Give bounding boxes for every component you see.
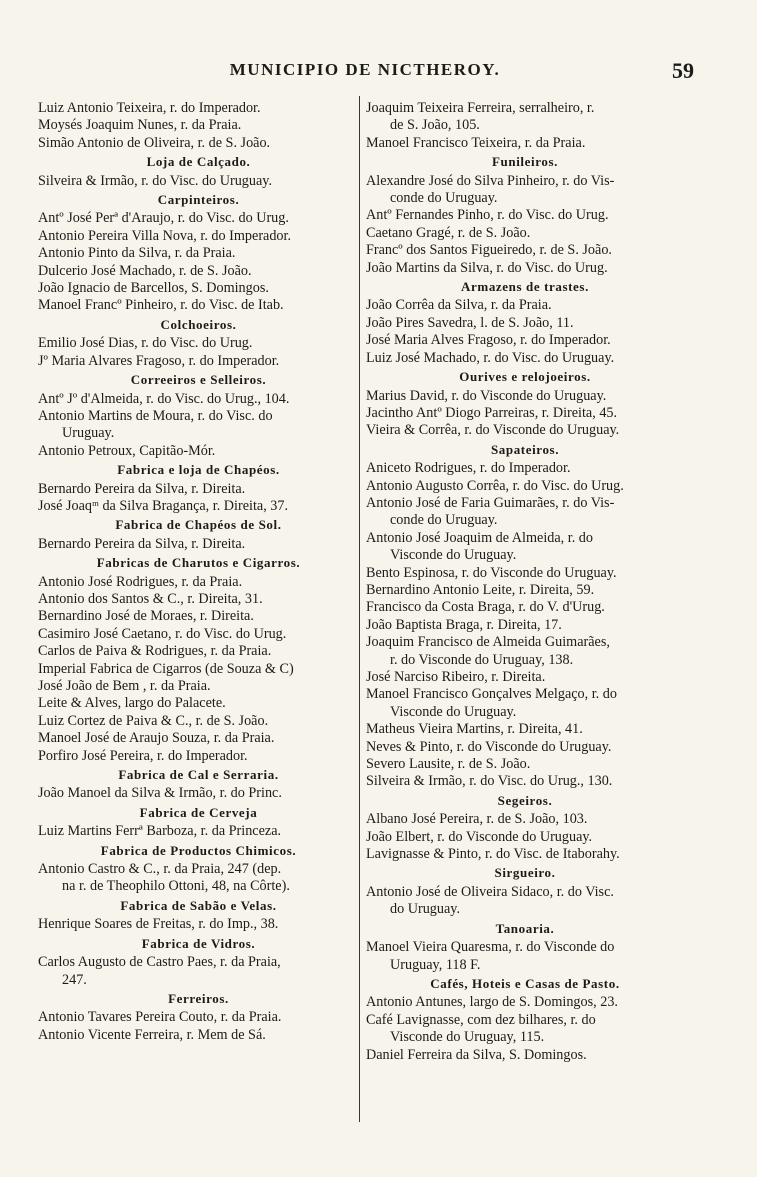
entry-line: Bernardino José de Moraes, r. Direita. xyxy=(38,608,254,625)
directory-entry xyxy=(38,297,359,314)
section-heading: Ourives e relojoeiros. xyxy=(459,369,591,385)
entry-line: Albano José Pereira, r. de S. João, 103. xyxy=(366,811,588,828)
directory-entry xyxy=(38,643,359,660)
directory-entry xyxy=(38,785,359,802)
directory-entry xyxy=(38,536,359,553)
entry-line: Simão Antonio de Oliveira, r. de S. João. xyxy=(38,134,271,151)
directory-entry xyxy=(38,391,359,408)
entry-line: Vieira & Corrêa, r. do Visconde do Uruguay. xyxy=(366,422,620,439)
column-divider xyxy=(359,96,360,1122)
directory-entry xyxy=(366,846,684,863)
entry-line: Antonio Martins de Moura, r. do Visc. do xyxy=(38,407,273,424)
directory-entry xyxy=(38,823,359,840)
entry-continuation: Visconde do Uruguay, 115. xyxy=(390,1029,545,1046)
directory-entry xyxy=(366,634,684,669)
directory-entry xyxy=(366,242,684,259)
directory-entry xyxy=(38,695,359,712)
entry-line: Café Lavignasse, com dez bilhares, r. do xyxy=(366,1011,596,1028)
directory-entry xyxy=(366,884,684,919)
directory-entry xyxy=(366,1012,684,1047)
entry-line: Antonio dos Santos & C., r. Direita, 31. xyxy=(38,590,263,607)
directory-entry xyxy=(38,730,359,747)
directory-entry xyxy=(38,574,359,591)
entry-line: Antonio José Rodrigues, r. da Praia. xyxy=(38,573,243,590)
directory-entry xyxy=(366,565,684,582)
entry-line: Antonio Tavares Pereira Couto, r. da Praia. xyxy=(38,1009,282,1026)
entry-line: Jº Maria Alvares Fragoso, r. do Imperador. xyxy=(38,352,280,369)
section-heading: Sapateiros. xyxy=(490,441,560,457)
entry-line: Matheus Vieira Martins, r. Direita, 41. xyxy=(366,721,583,738)
directory-entry xyxy=(38,1027,359,1044)
section-heading: Correeiros e Selleiros. xyxy=(130,372,267,388)
entry-line: Manoel Vieira Quaresma, r. do Visconde do xyxy=(366,939,615,956)
entry-line: João Martins da Silva, r. do Visc. do Urug. xyxy=(366,259,608,276)
entry-line: José Joaqᵐ da Silva Bragança, r. Direita, 37. xyxy=(38,497,289,514)
directory-entry xyxy=(366,739,684,756)
directory-entry xyxy=(366,297,684,314)
directory-entry xyxy=(366,135,684,152)
directory-entry xyxy=(38,954,359,989)
section-heading: Fabrica de Cerveja xyxy=(139,804,258,820)
running-head xyxy=(40,58,694,84)
directory-entry xyxy=(366,530,684,565)
directory-entry xyxy=(38,263,359,280)
directory-entry xyxy=(38,748,359,765)
entry-continuation: Visconde do Uruguay. xyxy=(390,547,517,564)
entry-line: João Ignacio de Barcellos, S. Domingos. xyxy=(38,280,269,297)
directory-entry xyxy=(366,207,684,224)
entry-line: João Pires Savedra, l. de S. João, 11. xyxy=(366,314,574,331)
entry-line: Manoel Francisco Gonçalves Melgaço, r. do xyxy=(366,686,617,703)
entry-line: Carlos Augusto de Castro Paes, r. da Praia, xyxy=(38,954,281,971)
entry-line: Bernardino Antonio Leite, r. Direita, 59. xyxy=(366,581,595,598)
entry-line: Antonio Vicente Ferreira, r. Mem de Sá. xyxy=(38,1026,266,1043)
entry-line: João Elbert, r. do Visconde do Uruguay. xyxy=(366,828,593,845)
directory-entry xyxy=(38,173,359,190)
entry-line: João Manoel da Silva & Irmão, r. do Princ. xyxy=(38,785,282,802)
section-heading: Colchoeiros. xyxy=(160,316,237,332)
directory-entry xyxy=(38,713,359,730)
page-title: MUNICIPIO DE NICTHEROY. xyxy=(229,60,501,79)
entry-line: Antº Fernandes Pinho, r. do Visc. do Urug. xyxy=(366,207,609,224)
directory-entry xyxy=(38,353,359,370)
entry-line: Luiz José Machado, r. do Visc. do Uruguay. xyxy=(366,349,615,366)
entry-line: Henrique Soares de Freitas, r. do Imp., 38. xyxy=(38,916,279,933)
directory-entry xyxy=(38,210,359,227)
directory-entry xyxy=(366,350,684,367)
entry-line: Antonio Augusto Corrêa, r. do Visc. do Urug. xyxy=(366,477,624,494)
entry-continuation: Uruguay. xyxy=(62,425,115,442)
entry-line: Luiz Antonio Teixeira, r. do Imperador. xyxy=(38,100,261,116)
directory-entry xyxy=(366,388,684,405)
entry-line: João Corrêa da Silva, r. da Praia. xyxy=(366,297,552,314)
section-heading: Fabricas de Charutos e Cigarros. xyxy=(96,555,301,571)
directory-entry xyxy=(366,599,684,616)
entry-line: Dulcerio José Machado, r. de S. João. xyxy=(38,262,252,279)
entry-line: Antº Jº d'Almeida, r. do Visc. do Urug., 104. xyxy=(38,390,290,407)
entry-line: Joaquim Teixeira Ferreira, serralheiro, r. xyxy=(366,100,595,116)
directory-entry xyxy=(38,443,359,460)
entry-line: Emilio José Dias, r. do Visc. do Urug. xyxy=(38,335,253,352)
page-number: 59 xyxy=(672,58,694,83)
directory-entry xyxy=(366,478,684,495)
directory-entry xyxy=(38,335,359,352)
entry-line: José Maria Alves Fragoso, r. do Imperador. xyxy=(366,332,611,349)
entry-line: Luiz Cortez de Paiva & C., r. de S. João. xyxy=(38,712,269,729)
directory-entry xyxy=(38,591,359,608)
directory-entry xyxy=(366,260,684,277)
entry-line: Marius David, r. do Visconde do Uruguay. xyxy=(366,387,607,404)
directory-entry xyxy=(38,280,359,297)
directory-entry xyxy=(366,756,684,773)
entry-line: Antonio Petroux, Capitão-Mór. xyxy=(38,442,216,459)
section-heading: Carpinteiros. xyxy=(157,192,240,208)
directory-entry xyxy=(366,686,684,721)
directory-entry xyxy=(366,939,684,974)
directory-entry xyxy=(366,829,684,846)
section-heading: Cafés, Hoteis e Casas de Pasto. xyxy=(430,975,620,991)
directory-entry xyxy=(38,678,359,695)
directory-entry xyxy=(38,481,359,498)
entry-line: Antonio José de Oliveira Sidaco, r. do Visc. xyxy=(366,883,614,900)
entry-continuation: conde do Uruguay. xyxy=(390,512,498,529)
entry-continuation: Visconde do Uruguay. xyxy=(390,703,517,720)
section-heading: Fabrica e loja de Chapéos. xyxy=(117,462,280,478)
entry-continuation: 247. xyxy=(62,971,87,988)
entry-line: Antonio Pinto da Silva, r. da Praia. xyxy=(38,245,236,262)
entry-line: Aniceto Rodrigues, r. do Imperador. xyxy=(366,460,571,477)
directory-entry xyxy=(38,117,359,134)
entry-line: Bernardo Pereira da Silva, r. Direita. xyxy=(38,480,246,497)
entry-line: Antonio Antunes, largo de S. Domingos, 23. xyxy=(366,994,618,1011)
directory-entry xyxy=(366,669,684,686)
directory-entry xyxy=(366,100,684,135)
directory-entry xyxy=(366,332,684,349)
entry-continuation: na r. de Theophilo Ottoni, 48, na Côrte). xyxy=(62,878,290,895)
directory-entry xyxy=(366,173,684,208)
entry-line: Carlos de Paiva & Rodrigues, r. da Praia. xyxy=(38,643,272,660)
section-heading: Segeiros. xyxy=(497,792,553,808)
section-heading: Fabrica de Productos Chimicos. xyxy=(100,842,297,858)
entry-line: Daniel Ferreira da Silva, S. Domingos. xyxy=(366,1046,587,1063)
section-heading: Tanoaria. xyxy=(495,920,555,936)
entry-line: José João de Bem , r. da Praia. xyxy=(38,678,211,694)
entry-continuation: r. do Visconde do Uruguay, 138. xyxy=(390,651,574,668)
entry-continuation: do Uruguay. xyxy=(390,901,461,918)
directory-entry xyxy=(38,408,359,443)
entry-line: Manoel Francº Pinheiro, r. do Visc. de Itab. xyxy=(38,297,284,314)
entry-line: Lavignasse & Pinto, r. do Visc. de Itaborahy. xyxy=(366,846,620,863)
section-heading: Armazens de trastes. xyxy=(461,279,589,295)
entry-line: Alexandre José do Silva Pinheiro, r. do Vis- xyxy=(366,172,615,189)
entry-line: Antº José Perª d'Araujo, r. do Visc. do Urug. xyxy=(38,210,289,227)
directory-entry xyxy=(366,460,684,477)
entry-continuation: Uruguay, 118 F. xyxy=(390,956,481,973)
directory-entry xyxy=(366,495,684,530)
directory-entry xyxy=(366,773,684,790)
directory-entry xyxy=(38,135,359,152)
entry-line: Antonio José Joaquim de Almeida, r. do xyxy=(366,529,593,546)
section-heading: Funileiros. xyxy=(492,154,558,170)
entry-line: Antonio Castro & C., r. da Praia, 247 (dep. xyxy=(38,861,282,878)
entry-line: Francisco da Costa Braga, r. do V. d'Urug. xyxy=(366,599,605,616)
entry-line: Francº dos Santos Figueiredo, r. de S. João. xyxy=(366,242,612,259)
directory-entry xyxy=(366,582,684,599)
directory-entry xyxy=(366,811,684,828)
section-heading: Loja de Calçado. xyxy=(146,154,251,170)
section-heading: Ferreiros. xyxy=(168,990,229,1006)
entry-line: Bernardo Pereira da Silva, r. Direita. xyxy=(38,535,246,552)
entry-line: Luiz Martins Ferrª Barboza, r. da Princeza. xyxy=(38,823,282,840)
section-heading: Fabrica de Sabão e Velas. xyxy=(120,897,277,913)
entry-line: Manoel Francisco Teixeira, r. da Praia. xyxy=(366,134,586,151)
entry-line: Moysés Joaquim Nunes, r. da Praia. xyxy=(38,117,242,134)
entry-line: Imperial Fabrica de Cigarros (de Souza & C) xyxy=(38,660,294,677)
entry-line: Porfiro José Pereira, r. do Imperador. xyxy=(38,747,248,764)
directory-entry xyxy=(366,422,684,439)
directory-entry xyxy=(38,861,359,896)
entry-continuation: conde do Uruguay. xyxy=(390,190,498,207)
directory-entry xyxy=(38,228,359,245)
directory-entry xyxy=(366,721,684,738)
entry-line: Silveira & Irmão, r. do Visc. do Urug., 130. xyxy=(366,773,613,790)
directory-entry xyxy=(38,661,359,678)
entry-line: Leite & Alves, largo do Palacete. xyxy=(38,695,226,712)
entry-line: Neves & Pinto, r. do Visconde do Uruguay. xyxy=(366,738,612,755)
directory-entry xyxy=(38,498,359,515)
section-heading: Fabrica de Cal e Serraria. xyxy=(118,767,279,783)
entry-line: Bento Espinosa, r. do Visconde do Uruguay. xyxy=(366,564,617,581)
section-heading: Fabrica de Vidros. xyxy=(141,935,256,951)
entry-continuation: de S. João, 105. xyxy=(390,117,480,134)
right-column xyxy=(366,100,684,1064)
directory-entry xyxy=(366,405,684,422)
section-heading: Sirgueiro. xyxy=(494,865,556,881)
directory-entry xyxy=(38,245,359,262)
directory-entry xyxy=(366,225,684,242)
left-column xyxy=(38,100,359,1044)
directory-entry xyxy=(366,315,684,332)
entry-line: Antonio Pereira Villa Nova, r. do Imperador. xyxy=(38,227,292,244)
directory-entry xyxy=(366,617,684,634)
entry-line: Silveira & Irmão, r. do Visc. do Uruguay. xyxy=(38,172,272,189)
directory-entry xyxy=(38,608,359,625)
entry-line: José Narciso Ribeiro, r. Direita. xyxy=(366,669,546,685)
directory-entry xyxy=(366,994,684,1011)
directory-entry xyxy=(38,916,359,933)
entry-line: Manoel José de Araujo Souza, r. da Praia. xyxy=(38,730,275,747)
directory-entry xyxy=(38,626,359,643)
entry-line: Antonio José de Faria Guimarães, r. do Vis- xyxy=(366,494,615,511)
section-heading: Fabrica de Chapéos de Sol. xyxy=(115,517,282,533)
entry-line: Caetano Gragé, r. de S. João. xyxy=(366,224,531,241)
entry-line: Severo Lausite, r. de S. João. xyxy=(366,756,531,773)
directory-entry xyxy=(38,1009,359,1026)
entry-line: João Baptista Braga, r. Direita, 17. xyxy=(366,616,562,633)
entry-line: Casimiro José Caetano, r. do Visc. do Urug. xyxy=(38,625,287,642)
directory-entry xyxy=(38,100,359,117)
entry-line: Jacintho Antº Diogo Parreiras, r. Direita, 45. xyxy=(366,404,618,421)
directory-entry xyxy=(366,1047,684,1064)
entry-line: Joaquim Francisco de Almeida Guimarães, xyxy=(366,634,610,651)
